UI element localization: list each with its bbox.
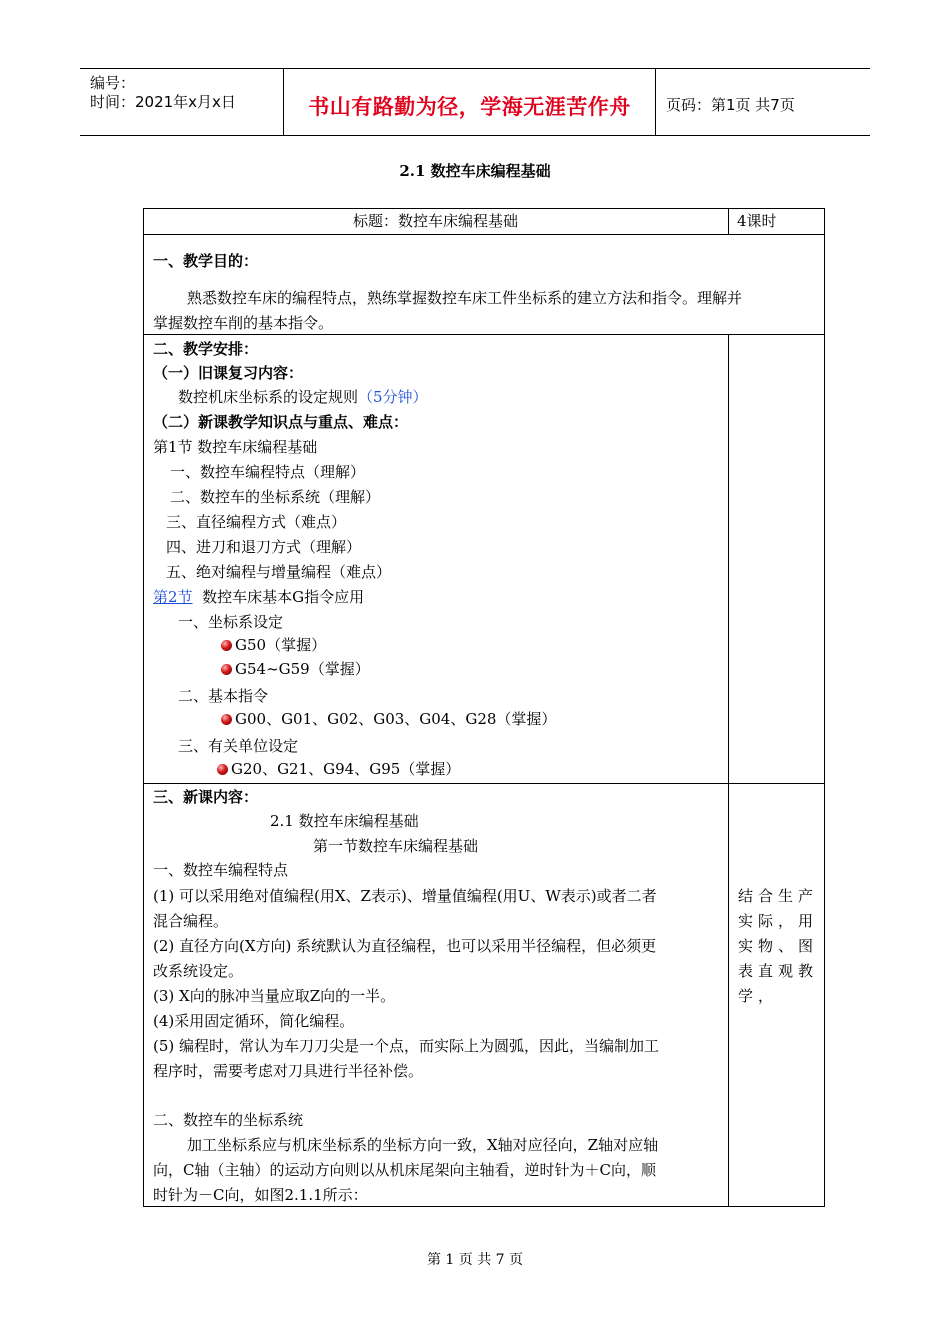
unit-item: [217, 759, 460, 779]
unit-setting-heading: 三、有关单位设定: [178, 737, 299, 755]
objectives-text-line2: 掌握数控车削的基本指令。: [153, 314, 334, 332]
coordinate-heading: 二、数控车的坐标系统: [153, 1111, 304, 1129]
column-divider: [728, 209, 729, 234]
coordinate-line1: 加工坐标系应与机床坐标系的坐标方向一致，X轴对应径向，Z轴对应轴: [187, 1136, 659, 1154]
feature-4: (4)采用固定循环，简化编程。: [153, 1012, 355, 1030]
objectives-heading: 一、教学目的：: [153, 252, 259, 270]
review-heading: （一）旧课复习内容：: [153, 364, 304, 382]
motto: 书山有路勤为径，学海无涯苦作舟: [308, 95, 631, 119]
page-info: 页码：第1页 共7页: [666, 96, 795, 114]
column-divider: [728, 334, 729, 1207]
coord-item-text: G54~G59（掌握）: [235, 660, 370, 678]
review-time: （5分钟）: [358, 388, 428, 406]
review-item-text: 数控机床坐标系的设定规则: [178, 388, 359, 406]
s1-item: 一、数控车编程特点（理解）: [170, 463, 366, 481]
unit-item-text: G20、G21、G94、G95（掌握）: [231, 760, 461, 778]
basic-commands-heading: 二、基本指令: [178, 687, 269, 705]
coordinate-line3: 时针为－C向，如图2.1.1所示：: [153, 1186, 368, 1204]
feature-1-line1: (1) 可以采用绝对值编程(用X、Z表示)、增量值编程(用U、W表示)或者二者: [153, 887, 657, 905]
date-label: 时间：2021年x月x日: [90, 93, 236, 111]
coord-item: [221, 659, 370, 679]
serial-label: 编号：: [90, 74, 136, 92]
section2-link[interactable]: 第2节: [153, 588, 193, 606]
feature-3: (3) X向的脉冲当量应取Z向的一半。: [153, 987, 396, 1005]
lesson-title: 标题：数控车床编程基础: [352, 212, 518, 230]
document-title: 2.1 数控车床编程基础: [399, 162, 551, 180]
new-topics-heading: （二）新课教学知识点与重点、难点：: [153, 413, 409, 431]
s1-item: 五、绝对编程与增量编程（难点）: [166, 563, 392, 581]
header-motto-cell: [283, 69, 656, 135]
section1-title: 第1节 数控车床编程基础: [153, 438, 318, 456]
feature-2-line1: (2) 直径方向(X方向) 系统默认为直径编程，也可以采用半径编程，但必须更: [153, 937, 657, 955]
row-divider: [144, 334, 824, 335]
s1-item: 四、进刀和退刀方式（理解）: [166, 538, 362, 556]
content-section-title: 第一节数控车床编程基础: [313, 837, 479, 855]
content-heading: 三、新课内容：: [153, 788, 259, 806]
content-subtitle: 2.1 数控车床编程基础: [270, 812, 419, 830]
row-divider: [144, 234, 824, 235]
coordinate-line2: 向，C轴（主轴）的运动方向则以从机床尾架向主轴看，逆时针为＋C向，顺: [153, 1161, 656, 1179]
feature-2-line2: 改系统设定。: [153, 962, 244, 980]
page-header: [80, 68, 870, 136]
bullet-icon: [221, 714, 232, 725]
teaching-method-note: 结合生产实际，用实物、图表直观教学，: [738, 887, 819, 1005]
features-heading: 一、数控车编程特点: [153, 861, 289, 879]
section2-text: 数控车床基本G指令应用: [202, 588, 365, 606]
feature-5-line2: 程序时，需要考虑对刀具进行半径补偿。: [153, 1062, 424, 1080]
review-item: [178, 387, 428, 407]
coord-item: [221, 635, 326, 655]
arrangement-heading: 二、教学安排：: [153, 340, 259, 358]
coord-setting-heading: 一、坐标系设定: [178, 613, 284, 631]
header-meta-cell: [80, 69, 283, 135]
page-footer: 第 1 页 共 7 页: [426, 1252, 524, 1268]
basic-item: [221, 709, 556, 729]
s1-item: 三、直径编程方式（难点）: [166, 513, 347, 531]
section2-title: [153, 587, 364, 607]
s1-item: 二、数控车的坐标系统（理解）: [170, 488, 381, 506]
bullet-icon: [221, 664, 232, 675]
bullet-icon: [221, 640, 232, 651]
row-divider: [144, 783, 824, 784]
feature-1-line2: 混合编程。: [153, 912, 229, 930]
feature-5-line1: (5) 编程时，常认为车刀刀尖是一个点，而实际上为圆弧，因此，当编制加工: [153, 1037, 660, 1055]
bullet-icon: [217, 764, 228, 775]
header-page-cell: [655, 69, 870, 135]
objectives-text-line1: 熟悉数控车床的编程特点，熟练掌握数控车床工件坐标系的建立方法和指令。理解并: [187, 289, 743, 307]
lesson-hours: 4课时: [737, 212, 777, 230]
coord-item-text: G50（掌握）: [235, 636, 327, 654]
basic-item-text: G00、G01、G02、G03、G04、G28（掌握）: [235, 710, 557, 728]
